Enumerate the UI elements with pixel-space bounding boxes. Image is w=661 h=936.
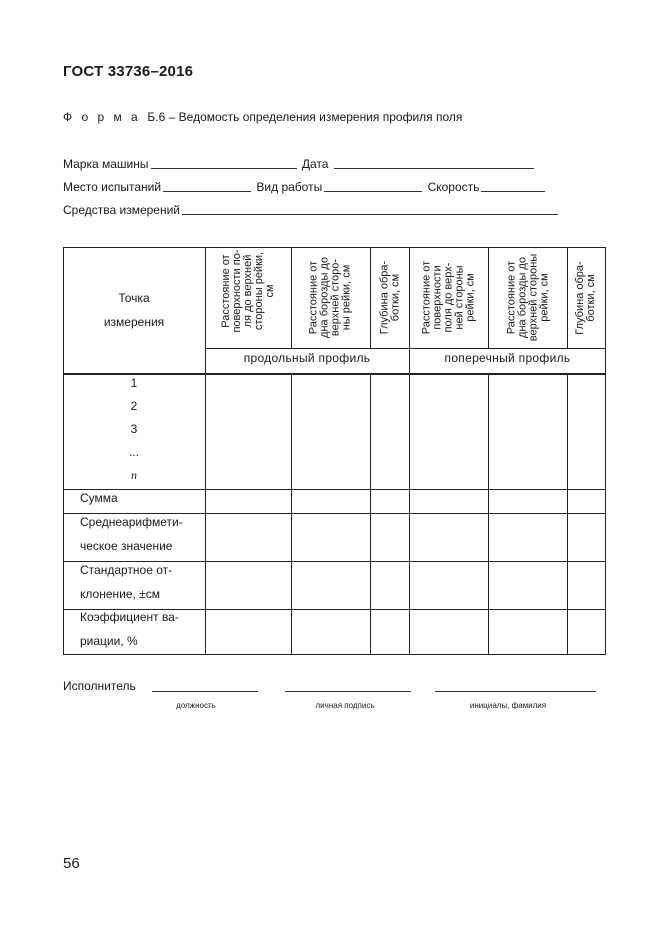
field-line-3	[63, 202, 560, 218]
machine-field[interactable]	[151, 156, 297, 169]
form-label: Ф о р м а	[63, 110, 141, 124]
row-cv-label: Коэффициент ва- риации, %	[80, 610, 179, 648]
name-line[interactable]	[435, 691, 596, 692]
point-header: Точка измерения	[103, 291, 165, 329]
work-type-label: Вид работы	[256, 180, 323, 194]
form-title-text: – Ведомость определения измерения профиля поля	[168, 110, 463, 124]
row-number-1: 1	[130, 376, 138, 390]
row-sum-label: Сумма	[80, 491, 118, 505]
form-number: Б.6	[147, 110, 166, 124]
col-header-5: Расстояние от дна борозды до верхней стороны рейки, см	[505, 253, 550, 342]
speed-field[interactable]	[481, 179, 545, 192]
row-mean-label: Среднеарифмети- ческое значение	[80, 515, 183, 553]
col-header-1: Расстояние от поверхности по- ля до верхней стороны рейки, см	[219, 249, 276, 333]
row-number-ellipsis: ...	[128, 445, 139, 459]
row-number-3: 3	[130, 422, 138, 436]
position-caption: должность	[176, 701, 216, 710]
place-label: Место испытаний	[63, 180, 162, 194]
row-number-2: 2	[130, 399, 138, 413]
instruments-field[interactable]	[182, 202, 558, 215]
row-number-n: n	[131, 468, 137, 482]
col-header-4: Расстояние от поверхности поля до верх- ней стороны рейки, см	[420, 260, 477, 335]
position-line[interactable]	[152, 691, 258, 692]
col-header-3: Глубина обра- ботки, см	[378, 260, 401, 335]
work-type-field[interactable]	[324, 179, 422, 192]
form-title	[63, 110, 462, 124]
executor-label: Исполнитель	[63, 679, 136, 693]
group-longitudinal: продольный профиль	[243, 351, 371, 365]
name-caption: инициалы, фамилия	[469, 701, 547, 710]
field-line-2	[63, 179, 547, 195]
date-label: Дата	[301, 157, 329, 171]
col-header-6: Глубина обра- ботки, см	[574, 261, 597, 335]
group-transverse: поперечный профиль	[444, 351, 571, 365]
field-line-1	[63, 156, 536, 172]
machine-label: Марка машины	[63, 157, 149, 171]
speed-label: Скорость	[427, 180, 480, 194]
standard-number: ГОСТ 33736–2016	[63, 63, 194, 80]
instruments-label: Средства измерений	[63, 203, 181, 217]
signature-line[interactable]	[285, 691, 411, 692]
signature-caption: личная подпись	[315, 701, 375, 710]
row-std-label: Стандартное от- клонение, ±см	[80, 563, 173, 601]
place-field[interactable]	[163, 179, 251, 192]
col-header-2: Расстояние от дна борозды до верхней сторо- ны рейки, см	[307, 257, 352, 338]
page-number: 56	[63, 855, 80, 872]
date-field[interactable]	[334, 156, 534, 169]
